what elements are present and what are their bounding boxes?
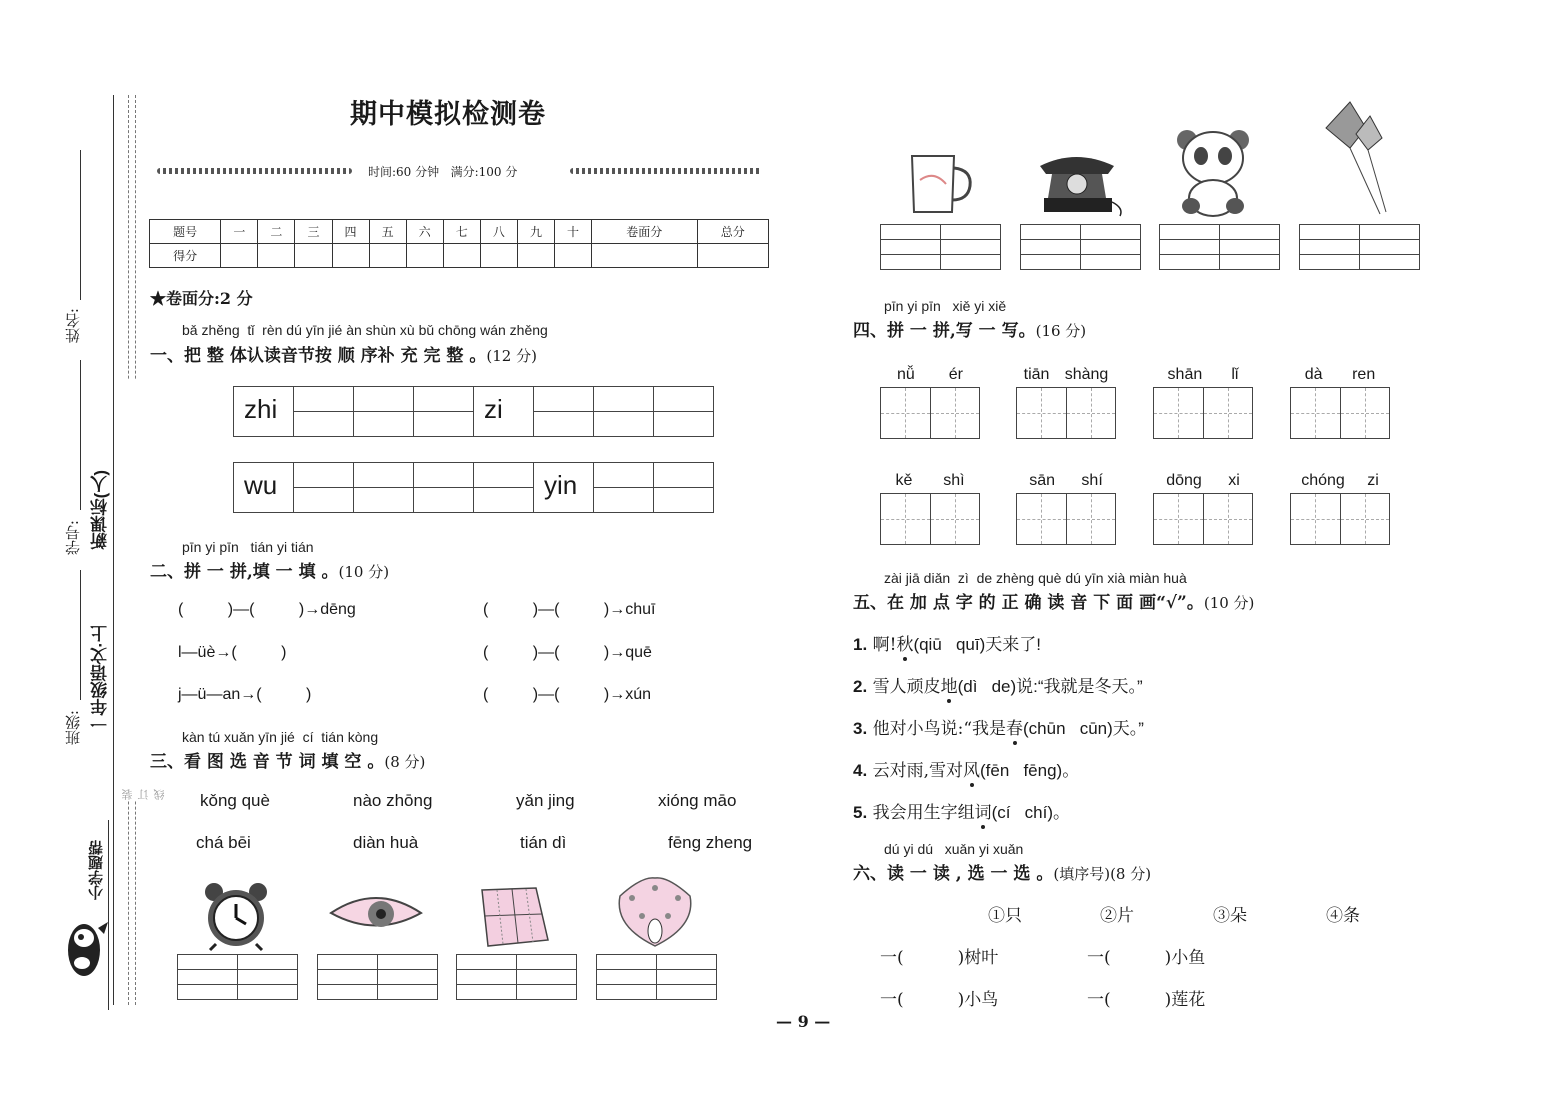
q5-sentence: [853, 714, 1144, 739]
peacock-icon: [612, 876, 698, 952]
q1-title: [150, 341, 537, 366]
telephone-icon: [1036, 152, 1128, 218]
q6-option: ③朵: [1213, 906, 1247, 926]
q4-title-text: 四、拼 一 拼,写 一 写。: [853, 321, 1036, 341]
q1-syllable: zhi: [244, 394, 278, 424]
q2-item[interactable]: j—ü—an→( ): [178, 686, 312, 703]
q6-option: ①只: [988, 906, 1022, 926]
score-header-cell: 八: [480, 220, 517, 244]
name-label: 姓名:: [64, 308, 82, 344]
q5-pre: 云对雨,雪对: [872, 761, 963, 781]
q4-item: [1016, 366, 1116, 439]
title-wave-right: [570, 168, 762, 174]
q1-cell[interactable]: [354, 412, 414, 437]
q4-pinyin-syllable: shān: [1167, 366, 1203, 383]
brand-label: 小学题帮: [88, 840, 105, 900]
q5-options[interactable]: (dì de)说:“我就是冬天。”: [957, 677, 1143, 696]
q6-title: [853, 859, 1151, 884]
q1-cell[interactable]: [354, 488, 414, 513]
page-number: — 9 —: [776, 1012, 831, 1031]
q1-cell[interactable]: [294, 488, 354, 513]
q3-word: kǒng què: [200, 791, 270, 810]
q1-grid-row1: [233, 386, 714, 437]
score-header-cell: 九: [517, 220, 554, 244]
q1-cell[interactable]: [234, 463, 294, 513]
number-label: 学号:: [64, 520, 82, 556]
q1-cell[interactable]: [654, 488, 714, 513]
score-header-cell: 总分: [697, 220, 768, 244]
q1-cell[interactable]: [594, 488, 654, 513]
time-score-info: 时间:60 分钟 满分:100 分: [368, 165, 518, 179]
q3-title: [150, 747, 425, 772]
q1-cell[interactable]: [414, 488, 474, 513]
q6-title-text: 六、读 一 读 , 选 一 选 。: [853, 864, 1054, 884]
q1-syllable: zi: [484, 394, 503, 424]
q3-points: (8 分): [384, 753, 426, 771]
panda-icon: [1175, 126, 1253, 218]
q3-answer-box-1[interactable]: [177, 954, 298, 1000]
q5-pinyin: zài jiā diǎn zì de zhèng què dú yīn xià miàn huà: [884, 570, 1187, 586]
tian-grid[interactable]: [1016, 493, 1116, 545]
score-header-cell: 六: [406, 220, 443, 244]
q1-title-text: 一、把 整 体认读音节按 顺 序补 充 完 整 。: [150, 346, 487, 366]
q2-item[interactable]: ( )—( )→chuī: [483, 601, 656, 618]
name-blank-line-2[interactable]: [80, 360, 81, 510]
q6-points: (填序号)(8 分): [1053, 865, 1152, 883]
q5-number: 2.: [853, 677, 868, 696]
score-input-cell[interactable]: [295, 244, 332, 268]
q5-pre: 啊!: [872, 635, 897, 655]
tian-grid[interactable]: [1290, 493, 1390, 545]
q4-pinyin: pīn yi pīn xiě yi xiě: [884, 298, 1007, 314]
q1-cell[interactable]: [534, 412, 594, 437]
q3-word: yǎn jing: [516, 791, 575, 810]
number-blank-line[interactable]: [80, 570, 81, 700]
q4-pinyin-syllable: nǚ: [896, 366, 915, 383]
name-blank-line[interactable]: [80, 150, 81, 300]
score-header-cell: 三: [295, 220, 332, 244]
q4-pinyin-syllable: chóng: [1301, 472, 1345, 489]
q6-option: ②片: [1100, 906, 1134, 926]
tian-grid[interactable]: [1016, 387, 1116, 439]
q3-answer-box-3[interactable]: [456, 954, 577, 1000]
q2-item[interactable]: ( )—( )→quē: [483, 644, 652, 661]
q1-cell[interactable]: [414, 387, 474, 412]
score-header-cell: 十: [554, 220, 591, 244]
binding-line-outer: [113, 95, 114, 1005]
q1-cell[interactable]: [534, 463, 594, 513]
q5-dotted-char: 风: [963, 761, 980, 781]
q5-sentence: [853, 798, 1070, 823]
q1-cell[interactable]: [654, 463, 714, 488]
q6-item[interactable]: 一( )小鱼: [1087, 948, 1206, 968]
q6-item[interactable]: 一( )树叶: [880, 948, 999, 968]
score-input-cell[interactable]: [480, 244, 517, 268]
q3-answer-box-4[interactable]: [596, 954, 717, 1000]
q3-title-text: 三、看 图 选 音 节 词 填 空 。: [150, 752, 385, 772]
score-header-cell: 一: [221, 220, 258, 244]
q4-pinyin-syllable: sān: [1029, 472, 1055, 489]
score-header-cell: 题号: [150, 220, 221, 244]
q2-item[interactable]: ( )—( )→xún: [483, 686, 652, 703]
q3-word: xióng māo: [658, 791, 737, 810]
q5-points: (10 分): [1203, 594, 1255, 612]
score-row-label: 得分: [150, 244, 221, 268]
q6-pinyin: dú yi dú xuǎn yi xuǎn: [884, 841, 1024, 857]
q5-number: 5.: [853, 803, 868, 822]
grade-label: 一年级语文·上: [91, 625, 110, 733]
score-header-cell: 五: [369, 220, 406, 244]
q1-cell[interactable]: [474, 488, 534, 513]
q5-title: [853, 588, 1254, 613]
q2-title: [150, 557, 389, 582]
q4-item: [1290, 472, 1390, 545]
q5-pre: 我会用生字组: [872, 803, 975, 823]
q5-dotted-char: 秋: [896, 635, 914, 655]
edition-label: 新课标(人): [91, 470, 110, 550]
q4-item: [880, 366, 980, 439]
q1-points: (12 分): [486, 347, 537, 365]
field-icon: [474, 884, 554, 950]
q5-dotted-char: 地: [940, 677, 958, 697]
q1-cell[interactable]: [414, 412, 474, 437]
title-wave-left: [157, 168, 352, 174]
q4-points: (16 分): [1035, 322, 1087, 340]
q3-word: nào zhōng: [353, 791, 433, 810]
q5-pre: 他对小鸟说:“我是: [872, 719, 1007, 739]
q1-cell[interactable]: [294, 387, 354, 412]
q5-dotted-char: 词: [974, 803, 992, 823]
q4-pinyin-syllable: xi: [1228, 472, 1240, 489]
q3-word: fēng zheng: [668, 833, 753, 852]
q3-answer-box-2[interactable]: [317, 954, 438, 1000]
q1-cell[interactable]: [474, 387, 534, 437]
q3-pinyin: kàn tú xuǎn yīn jié cí tián kòng: [182, 729, 379, 745]
score-input-cell[interactable]: [517, 244, 554, 268]
q5-options[interactable]: (cí chí)。: [991, 803, 1070, 822]
q1-cell[interactable]: [594, 463, 654, 488]
q4-pinyin-syllable: kě: [895, 472, 913, 489]
q4-item: [1290, 366, 1390, 439]
score-input-cell[interactable]: [697, 244, 768, 268]
q1-cell[interactable]: [354, 463, 414, 488]
q5-sentence: [853, 630, 1041, 655]
cup-icon: [906, 150, 976, 218]
q4-pinyin-syllable: ér: [948, 366, 963, 383]
q4-pinyin-syllable: zi: [1367, 472, 1379, 489]
tian-grid[interactable]: [1290, 387, 1390, 439]
q4-pinyin-syllable: tiān: [1023, 366, 1050, 383]
q2-title-text: 二、拼 一 拼,填 一 填 。: [150, 562, 339, 582]
q5-number: 4.: [853, 761, 868, 780]
score-header-cell: 七: [443, 220, 480, 244]
q3-answer-box-5[interactable]: [880, 224, 1001, 270]
q1-cell[interactable]: [654, 412, 714, 437]
score-input-cell[interactable]: [592, 244, 697, 268]
q3-word: tián dì: [520, 833, 567, 852]
q3-answer-box-8[interactable]: [1299, 224, 1420, 270]
q5-options[interactable]: (qiū quī)天来了!: [913, 635, 1041, 654]
q4-item: [1153, 472, 1253, 545]
tian-grid[interactable]: [1153, 493, 1253, 545]
tian-grid[interactable]: [1153, 387, 1253, 439]
q5-number: 1.: [853, 635, 868, 654]
q5-options[interactable]: (fēn fēng)。: [980, 761, 1080, 780]
mascot-logo: [62, 918, 110, 988]
kite-icon: [1320, 98, 1392, 216]
q4-pinyin-syllable: dà: [1304, 366, 1323, 383]
q5-title-text: 五、在 加 点 字 的 正 确 读 音 下 面 画“√”。: [853, 593, 1204, 613]
q4-pinyin-syllable: lǐ: [1231, 366, 1239, 383]
q4-title: [853, 316, 1086, 341]
q5-sentence: [853, 756, 1079, 781]
score-input-cell[interactable]: [406, 244, 443, 268]
score-header-cell: 卷面分: [592, 220, 697, 244]
q3-word: chá bēi: [196, 833, 251, 852]
tian-grid[interactable]: [880, 387, 980, 439]
q1-cell[interactable]: [294, 412, 354, 437]
q1-cell[interactable]: [594, 412, 654, 437]
q4-item: [880, 472, 980, 545]
q2-item[interactable]: l—üè→( ): [178, 644, 287, 661]
cut-line-label: 装 订 线: [120, 380, 138, 800]
q5-dotted-char: 春: [1006, 719, 1024, 739]
q1-cell[interactable]: [534, 387, 594, 412]
q4-pinyin-syllable: ren: [1352, 366, 1376, 383]
score-table-score-row: [150, 244, 769, 268]
q4-pinyin-syllable: shì: [943, 472, 965, 489]
score-table: [149, 219, 769, 268]
q1-syllable: wu: [244, 470, 278, 500]
score-input-cell[interactable]: [369, 244, 406, 268]
score-table-header-row: [150, 220, 769, 244]
q2-pinyin: pīn yi pīn tián yi tián: [182, 539, 314, 555]
score-input-cell[interactable]: [554, 244, 591, 268]
q4-pinyin-syllable: shàng: [1064, 366, 1109, 383]
q5-sentence: [853, 672, 1143, 697]
alarm-clock-icon: [186, 880, 286, 952]
q2-item[interactable]: ( )—( )→dēng: [178, 601, 356, 618]
q4-pinyin-syllable: shí: [1081, 472, 1103, 489]
score-header-cell: 四: [332, 220, 369, 244]
score-header-cell: 二: [258, 220, 295, 244]
score-input-cell[interactable]: [332, 244, 369, 268]
q1-cell[interactable]: [414, 463, 474, 488]
q6-option: ④条: [1326, 906, 1360, 926]
score-input-cell[interactable]: [443, 244, 480, 268]
q1-cell[interactable]: [474, 463, 534, 488]
q1-cell[interactable]: [654, 387, 714, 412]
q1-cell[interactable]: [354, 387, 414, 412]
q3-word: diàn huà: [353, 833, 419, 852]
q6-item[interactable]: 一( )莲花: [1087, 990, 1206, 1010]
eye-icon: [326, 888, 426, 938]
score-input-cell[interactable]: [258, 244, 295, 268]
q4-item: [1153, 366, 1253, 439]
q6-item[interactable]: 一( )小鸟: [880, 990, 999, 1010]
q4-item: [1016, 472, 1116, 545]
q3-answer-box-6[interactable]: [1020, 224, 1141, 270]
q1-syllable: yin: [544, 470, 578, 500]
q1-cell[interactable]: [234, 387, 294, 437]
q5-number: 3.: [853, 719, 868, 738]
q1-cell[interactable]: [594, 387, 654, 412]
class-label: 班级:: [64, 710, 82, 746]
q3-answer-box-7[interactable]: [1159, 224, 1280, 270]
q5-pre: 雪人顽皮: [872, 677, 941, 697]
neatness-score: ★卷面分:2 分: [150, 289, 253, 308]
q2-points: (10 分): [338, 563, 390, 581]
tian-grid[interactable]: [880, 493, 980, 545]
q4-pinyin-syllable: dōng: [1166, 472, 1202, 489]
score-input-cell[interactable]: [221, 244, 258, 268]
q5-options[interactable]: (chūn cūn)天。”: [1023, 719, 1144, 738]
q1-cell[interactable]: [294, 463, 354, 488]
q1-pinyin: bǎ zhěng tǐ rèn dú yīn jié àn shùn xù bǔ chōng wán zhěng: [182, 322, 548, 338]
page-title: 期中模拟检测卷: [350, 99, 546, 130]
q1-grid-row2: [233, 462, 714, 513]
